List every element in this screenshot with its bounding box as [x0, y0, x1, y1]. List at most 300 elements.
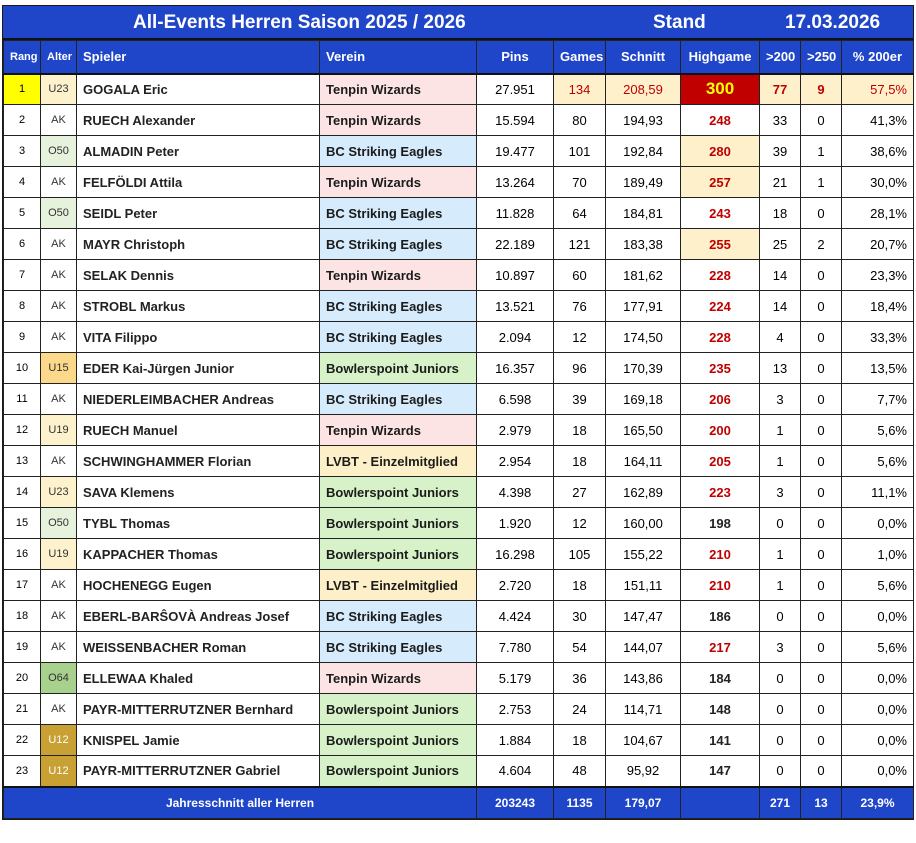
pct200-cell: 5,6%	[842, 632, 914, 663]
games-cell: 96	[554, 353, 606, 384]
average-cell: 181,62	[606, 260, 681, 291]
age-cell: U23	[41, 74, 77, 105]
club-cell: Tenpin Wizards	[320, 167, 477, 198]
col-header-over250: >250	[801, 41, 842, 74]
rank-cell: 6	[4, 229, 41, 260]
over250-cell: 0	[801, 322, 842, 353]
games-cell: 27	[554, 477, 606, 508]
table-row	[4, 322, 914, 353]
player-name-cell: PAYR-MITTERRUTZNER Bernhard	[77, 694, 320, 725]
over250-cell: 0	[801, 756, 842, 787]
pct200-cell: 28,1%	[842, 198, 914, 229]
highgame-cell: 184	[681, 663, 760, 694]
age-cell: O50	[41, 508, 77, 539]
club-cell: Tenpin Wizards	[320, 260, 477, 291]
games-cell: 36	[554, 663, 606, 694]
games-cell: 70	[554, 167, 606, 198]
highgame-cell: 205	[681, 446, 760, 477]
total-games: 1135	[554, 787, 606, 819]
games-cell: 18	[554, 446, 606, 477]
pct200-cell: 18,4%	[842, 291, 914, 322]
table-row	[4, 663, 914, 694]
games-cell: 48	[554, 756, 606, 787]
games-cell: 64	[554, 198, 606, 229]
player-name-cell: VITA Filippo	[77, 322, 320, 353]
pins-cell: 2.979	[477, 415, 554, 446]
col-header-pct200: % 200er	[842, 41, 914, 74]
club-cell: Tenpin Wizards	[320, 105, 477, 136]
highgame-cell: 141	[681, 725, 760, 756]
club-cell: BC Striking Eagles	[320, 384, 477, 415]
average-cell: 155,22	[606, 539, 681, 570]
table-row	[4, 105, 914, 136]
games-cell: 30	[554, 601, 606, 632]
age-cell: AK	[41, 384, 77, 415]
age-cell: U19	[41, 415, 77, 446]
col-header-highgame: Highgame	[681, 41, 760, 74]
over250-cell: 0	[801, 198, 842, 229]
over200-cell: 25	[760, 229, 801, 260]
age-cell: AK	[41, 167, 77, 198]
average-cell: 144,07	[606, 632, 681, 663]
pct200-cell: 13,5%	[842, 353, 914, 384]
over200-cell: 0	[760, 756, 801, 787]
pct200-cell: 0,0%	[842, 725, 914, 756]
rank-cell: 3	[4, 136, 41, 167]
over250-cell: 0	[801, 477, 842, 508]
over250-cell: 0	[801, 446, 842, 477]
over200-cell: 0	[760, 508, 801, 539]
col-header-over200: >200	[760, 41, 801, 74]
games-cell: 54	[554, 632, 606, 663]
games-cell: 121	[554, 229, 606, 260]
player-name-cell: SCHWINGHAMMER Florian	[77, 446, 320, 477]
total-pct200: 23,9%	[842, 787, 914, 819]
pct200-cell: 33,3%	[842, 322, 914, 353]
over250-cell: 0	[801, 632, 842, 663]
games-cell: 12	[554, 508, 606, 539]
highgame-cell: 228	[681, 260, 760, 291]
rank-cell: 19	[4, 632, 41, 663]
highgame-cell: 235	[681, 353, 760, 384]
player-name-cell: FELFÖLDI Attila	[77, 167, 320, 198]
col-header-schnitt: Schnitt	[606, 41, 681, 74]
over250-cell: 0	[801, 260, 842, 291]
rank-cell: 12	[4, 415, 41, 446]
rank-cell: 17	[4, 570, 41, 601]
rank-cell: 20	[4, 663, 41, 694]
pins-cell: 5.179	[477, 663, 554, 694]
pins-cell: 2.720	[477, 570, 554, 601]
player-name-cell: EDER Kai-Jürgen Junior	[77, 353, 320, 384]
club-cell: BC Striking Eagles	[320, 322, 477, 353]
highgame-cell: 198	[681, 508, 760, 539]
pct200-cell: 11,1%	[842, 477, 914, 508]
table-row	[4, 136, 914, 167]
total-over200: 271	[760, 787, 801, 819]
highgame-cell: 147	[681, 756, 760, 787]
pins-cell: 15.594	[477, 105, 554, 136]
games-cell: 105	[554, 539, 606, 570]
pct200-cell: 38,6%	[842, 136, 914, 167]
highgame-cell: 200	[681, 415, 760, 446]
over250-cell: 0	[801, 415, 842, 446]
standings-sheet	[2, 5, 914, 820]
average-cell: 162,89	[606, 477, 681, 508]
highgame-cell: 248	[681, 105, 760, 136]
table-body	[4, 74, 914, 787]
club-cell: BC Striking Eagles	[320, 136, 477, 167]
highgame-cell: 243	[681, 198, 760, 229]
player-name-cell: SEIDL Peter	[77, 198, 320, 229]
club-cell: Bowlerspoint Juniors	[320, 353, 477, 384]
over250-cell: 0	[801, 725, 842, 756]
club-cell: BC Striking Eagles	[320, 291, 477, 322]
player-name-cell: KAPPACHER Thomas	[77, 539, 320, 570]
pct200-cell: 0,0%	[842, 694, 914, 725]
games-cell: 101	[554, 136, 606, 167]
total-label: Jahresschnitt aller Herren	[4, 787, 477, 819]
rank-cell: 16	[4, 539, 41, 570]
table-row	[4, 570, 914, 601]
age-cell: AK	[41, 570, 77, 601]
club-cell: Bowlerspoint Juniors	[320, 539, 477, 570]
table-row	[4, 167, 914, 198]
over200-cell: 33	[760, 105, 801, 136]
average-cell: 95,92	[606, 756, 681, 787]
pct200-cell: 30,0%	[842, 167, 914, 198]
pct200-cell: 7,7%	[842, 384, 914, 415]
highgame-cell: 148	[681, 694, 760, 725]
age-cell: AK	[41, 694, 77, 725]
club-cell: Bowlerspoint Juniors	[320, 725, 477, 756]
average-cell: 165,50	[606, 415, 681, 446]
player-name-cell: NIEDERLEIMBACHER Andreas	[77, 384, 320, 415]
rank-cell: 21	[4, 694, 41, 725]
average-cell: 192,84	[606, 136, 681, 167]
over250-cell: 0	[801, 601, 842, 632]
table-row	[4, 229, 914, 260]
rank-cell: 23	[4, 756, 41, 787]
club-cell: Bowlerspoint Juniors	[320, 694, 477, 725]
total-highgame-empty	[681, 787, 760, 819]
pins-cell: 4.604	[477, 756, 554, 787]
col-header-spieler: Spieler	[77, 41, 320, 74]
table-row	[4, 508, 914, 539]
pct200-cell: 5,6%	[842, 415, 914, 446]
table-row	[4, 415, 914, 446]
club-cell: BC Striking Eagles	[320, 601, 477, 632]
table-row	[4, 384, 914, 415]
table-row	[4, 694, 914, 725]
average-cell: 183,38	[606, 229, 681, 260]
games-cell: 18	[554, 570, 606, 601]
over250-cell: 9	[801, 74, 842, 105]
average-cell: 194,93	[606, 105, 681, 136]
rank-cell: 9	[4, 322, 41, 353]
over250-cell: 0	[801, 508, 842, 539]
pins-cell: 4.398	[477, 477, 554, 508]
pins-cell: 13.521	[477, 291, 554, 322]
club-cell: BC Striking Eagles	[320, 229, 477, 260]
table-row	[4, 291, 914, 322]
table-row	[4, 601, 914, 632]
over250-cell: 0	[801, 105, 842, 136]
pins-cell: 6.598	[477, 384, 554, 415]
club-cell: BC Striking Eagles	[320, 198, 477, 229]
total-pins: 203243	[477, 787, 554, 819]
rank-cell: 5	[4, 198, 41, 229]
pct200-cell: 20,7%	[842, 229, 914, 260]
pins-cell: 1.884	[477, 725, 554, 756]
rank-cell: 2	[4, 105, 41, 136]
highgame-cell: 217	[681, 632, 760, 663]
player-name-cell: GOGALA Eric	[77, 74, 320, 105]
player-name-cell: KNISPEL Jamie	[77, 725, 320, 756]
pins-cell: 2.954	[477, 446, 554, 477]
table-row	[4, 198, 914, 229]
rank-cell: 7	[4, 260, 41, 291]
club-cell: LVBT - Einzelmitglied	[320, 570, 477, 601]
games-cell: 18	[554, 725, 606, 756]
over250-cell: 0	[801, 570, 842, 601]
over200-cell: 3	[760, 632, 801, 663]
player-name-cell: ELLEWAA Khaled	[77, 663, 320, 694]
pins-cell: 19.477	[477, 136, 554, 167]
player-name-cell: SELAK Dennis	[77, 260, 320, 291]
over250-cell: 2	[801, 229, 842, 260]
age-cell: U23	[41, 477, 77, 508]
pins-cell: 2.753	[477, 694, 554, 725]
age-cell: U19	[41, 539, 77, 570]
over200-cell: 3	[760, 477, 801, 508]
rank-cell: 1	[4, 74, 41, 105]
club-cell: Tenpin Wizards	[320, 663, 477, 694]
total-row	[4, 787, 914, 819]
pins-cell: 2.094	[477, 322, 554, 353]
total-avg: 179,07	[606, 787, 681, 819]
over200-cell: 1	[760, 539, 801, 570]
club-cell: LVBT - Einzelmitglied	[320, 446, 477, 477]
highgame-cell: 280	[681, 136, 760, 167]
page-title: All-Events Herren Saison 2025 / 2026	[133, 12, 466, 33]
over200-cell: 3	[760, 384, 801, 415]
table-row	[4, 74, 914, 105]
pct200-cell: 0,0%	[842, 756, 914, 787]
rank-cell: 14	[4, 477, 41, 508]
average-cell: 164,11	[606, 446, 681, 477]
average-cell: 143,86	[606, 663, 681, 694]
highgame-cell: 186	[681, 601, 760, 632]
pins-cell: 27.951	[477, 74, 554, 105]
standings-table	[3, 40, 914, 819]
games-cell: 76	[554, 291, 606, 322]
highgame-cell: 300	[681, 74, 760, 105]
average-cell: 177,91	[606, 291, 681, 322]
over200-cell: 39	[760, 136, 801, 167]
over200-cell: 21	[760, 167, 801, 198]
pct200-cell: 41,3%	[842, 105, 914, 136]
games-cell: 60	[554, 260, 606, 291]
club-cell: Bowlerspoint Juniors	[320, 508, 477, 539]
average-cell: 104,67	[606, 725, 681, 756]
pct200-cell: 0,0%	[842, 663, 914, 694]
pct200-cell: 0,0%	[842, 508, 914, 539]
pins-cell: 22.189	[477, 229, 554, 260]
over200-cell: 14	[760, 260, 801, 291]
age-cell: U12	[41, 725, 77, 756]
age-cell: AK	[41, 632, 77, 663]
player-name-cell: TYBL Thomas	[77, 508, 320, 539]
over200-cell: 1	[760, 570, 801, 601]
over250-cell: 0	[801, 539, 842, 570]
table-row	[4, 353, 914, 384]
average-cell: 170,39	[606, 353, 681, 384]
pins-cell: 16.298	[477, 539, 554, 570]
average-cell: 174,50	[606, 322, 681, 353]
pct200-cell: 1,0%	[842, 539, 914, 570]
over200-cell: 0	[760, 601, 801, 632]
age-cell: AK	[41, 322, 77, 353]
average-cell: 160,00	[606, 508, 681, 539]
over250-cell: 0	[801, 384, 842, 415]
rank-cell: 4	[4, 167, 41, 198]
highgame-cell: 206	[681, 384, 760, 415]
table-row	[4, 446, 914, 477]
over250-cell: 0	[801, 353, 842, 384]
club-cell: Tenpin Wizards	[320, 74, 477, 105]
age-cell: AK	[41, 291, 77, 322]
over200-cell: 1	[760, 446, 801, 477]
average-cell: 147,47	[606, 601, 681, 632]
pins-cell: 13.264	[477, 167, 554, 198]
age-cell: O50	[41, 136, 77, 167]
pct200-cell: 5,6%	[842, 446, 914, 477]
pct200-cell: 23,3%	[842, 260, 914, 291]
player-name-cell: HOCHENEGG Eugen	[77, 570, 320, 601]
stand-label: Stand	[653, 12, 706, 33]
rank-cell: 10	[4, 353, 41, 384]
col-header-pins: Pins	[477, 41, 554, 74]
over250-cell: 1	[801, 167, 842, 198]
player-name-cell: RUECH Alexander	[77, 105, 320, 136]
average-cell: 151,11	[606, 570, 681, 601]
pins-cell: 11.828	[477, 198, 554, 229]
over250-cell: 0	[801, 291, 842, 322]
age-cell: AK	[41, 229, 77, 260]
over250-cell: 1	[801, 136, 842, 167]
rank-cell: 22	[4, 725, 41, 756]
player-name-cell: STROBL Markus	[77, 291, 320, 322]
age-cell: O50	[41, 198, 77, 229]
over200-cell: 18	[760, 198, 801, 229]
games-cell: 18	[554, 415, 606, 446]
player-name-cell: WEISSENBACHER Roman	[77, 632, 320, 663]
pins-cell: 10.897	[477, 260, 554, 291]
rank-cell: 8	[4, 291, 41, 322]
pins-cell: 16.357	[477, 353, 554, 384]
col-header-games: Games	[554, 41, 606, 74]
over250-cell: 0	[801, 663, 842, 694]
average-cell: 184,81	[606, 198, 681, 229]
club-cell: Bowlerspoint Juniors	[320, 477, 477, 508]
rank-cell: 18	[4, 601, 41, 632]
highgame-cell: 255	[681, 229, 760, 260]
pins-cell: 1.920	[477, 508, 554, 539]
over200-cell: 1	[760, 415, 801, 446]
pins-cell: 4.424	[477, 601, 554, 632]
age-cell: AK	[41, 601, 77, 632]
table-row	[4, 477, 914, 508]
age-cell: U12	[41, 756, 77, 787]
table-row	[4, 632, 914, 663]
player-name-cell: PAYR-MITTERRUTZNER Gabriel	[77, 756, 320, 787]
games-cell: 80	[554, 105, 606, 136]
pins-cell: 7.780	[477, 632, 554, 663]
player-name-cell: EBERL-BARŜOVÀ Andreas Josef	[77, 601, 320, 632]
age-cell: AK	[41, 446, 77, 477]
pct200-cell: 57,5%	[842, 74, 914, 105]
table-row	[4, 756, 914, 787]
highgame-cell: 228	[681, 322, 760, 353]
games-cell: 39	[554, 384, 606, 415]
table-row	[4, 539, 914, 570]
over200-cell: 0	[760, 663, 801, 694]
pct200-cell: 0,0%	[842, 601, 914, 632]
games-cell: 12	[554, 322, 606, 353]
over200-cell: 4	[760, 322, 801, 353]
col-header-rang: Rang	[4, 41, 41, 74]
table-row	[4, 260, 914, 291]
highgame-cell: 224	[681, 291, 760, 322]
stand-date: 17.03.2026	[785, 12, 881, 33]
over200-cell: 0	[760, 694, 801, 725]
highgame-cell: 223	[681, 477, 760, 508]
rank-cell: 11	[4, 384, 41, 415]
header-row	[4, 41, 914, 74]
highgame-cell: 210	[681, 539, 760, 570]
player-name-cell: MAYR Christoph	[77, 229, 320, 260]
highgame-cell: 257	[681, 167, 760, 198]
rank-cell: 13	[4, 446, 41, 477]
club-cell: Bowlerspoint Juniors	[320, 756, 477, 787]
games-cell: 24	[554, 694, 606, 725]
age-cell: AK	[41, 105, 77, 136]
total-over250: 13	[801, 787, 842, 819]
title-bar	[3, 6, 913, 40]
table-row	[4, 725, 914, 756]
col-header-verein: Verein	[320, 41, 477, 74]
over200-cell: 14	[760, 291, 801, 322]
highgame-cell: 210	[681, 570, 760, 601]
player-name-cell: SAVA Klemens	[77, 477, 320, 508]
over200-cell: 77	[760, 74, 801, 105]
player-name-cell: ALMADIN Peter	[77, 136, 320, 167]
average-cell: 114,71	[606, 694, 681, 725]
games-cell: 134	[554, 74, 606, 105]
pct200-cell: 5,6%	[842, 570, 914, 601]
age-cell: U15	[41, 353, 77, 384]
over200-cell: 13	[760, 353, 801, 384]
age-cell: O64	[41, 663, 77, 694]
club-cell: Tenpin Wizards	[320, 415, 477, 446]
average-cell: 208,59	[606, 74, 681, 105]
rank-cell: 15	[4, 508, 41, 539]
col-header-alter: Alter	[41, 41, 77, 74]
average-cell: 169,18	[606, 384, 681, 415]
club-cell: BC Striking Eagles	[320, 632, 477, 663]
player-name-cell: RUECH Manuel	[77, 415, 320, 446]
